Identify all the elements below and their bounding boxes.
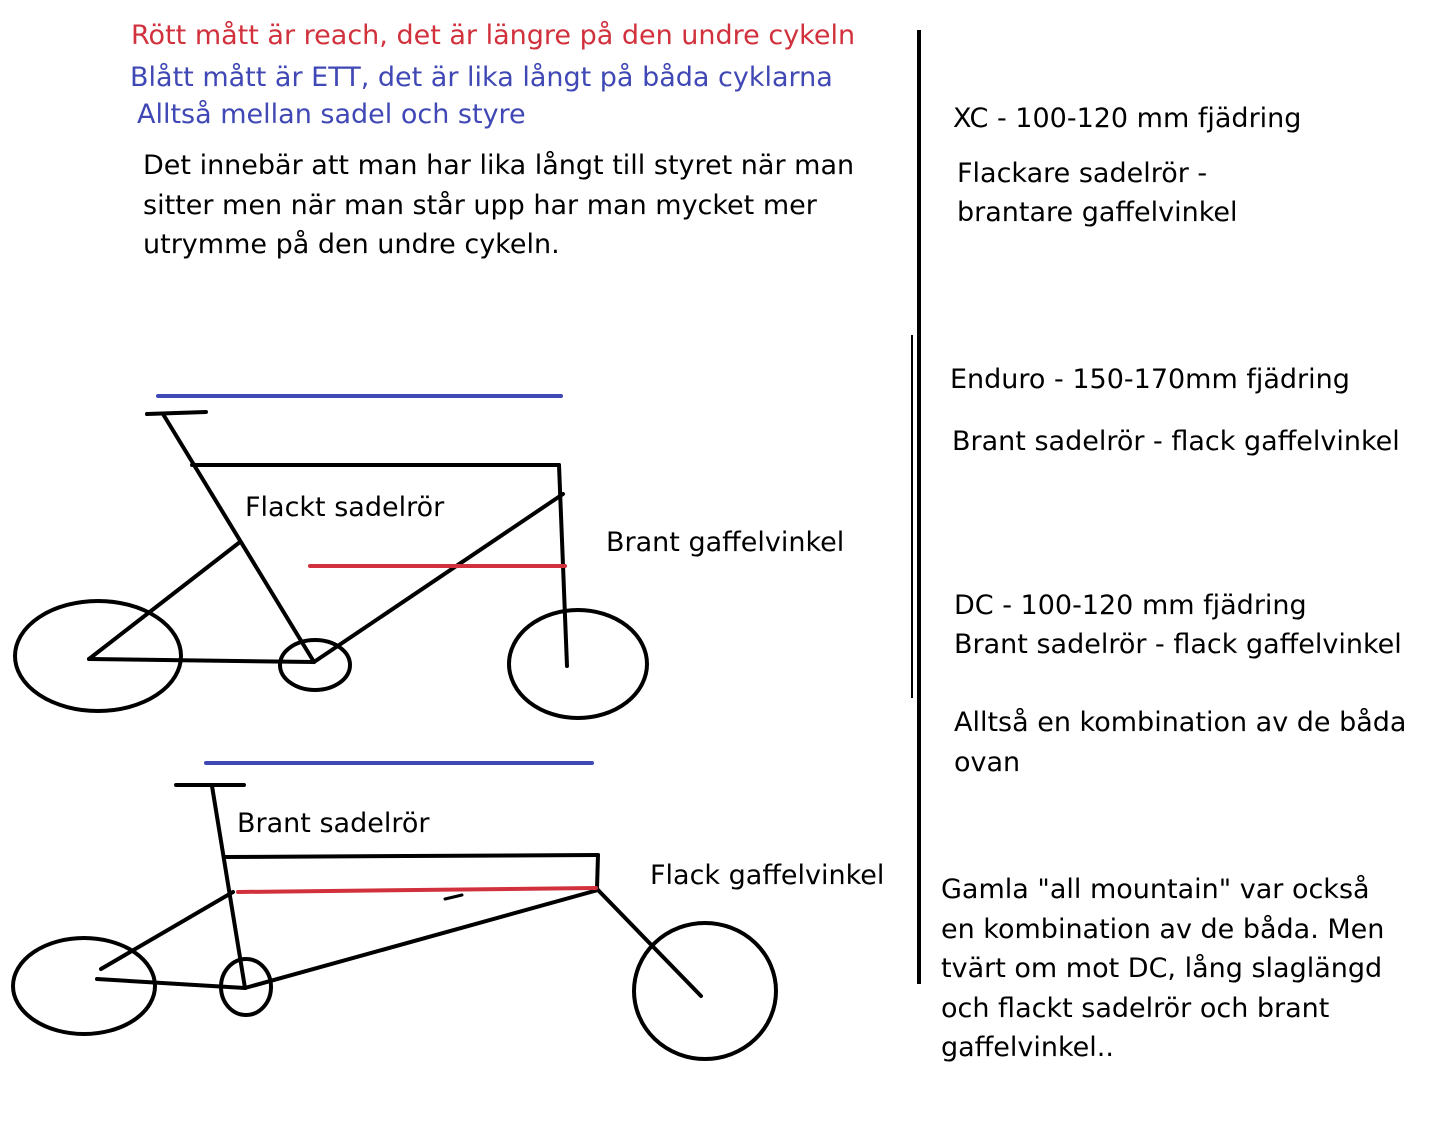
reach-note: Rött mått är reach, det är längre på den undre cykeln xyxy=(131,20,856,51)
explanation-paragraph: Det innebär att man har lika långt till styret när man sitter men när man står upp har man mycket mer utrymme på den undre cykeln. xyxy=(143,150,855,260)
bottom-bike-tick-mark xyxy=(445,895,462,899)
top-bike-seat-tube xyxy=(163,414,314,662)
bottom-bike-rear-wheel xyxy=(13,938,155,1034)
top-bike-saddle xyxy=(147,412,206,414)
ett-note-detail: Alltså mellan sadel och styre xyxy=(137,99,526,130)
top-bike-front-wheel xyxy=(509,610,647,718)
bottom-bike-front-wheel xyxy=(634,923,776,1059)
top-bike-rear-wheel xyxy=(15,601,181,711)
bottom-bike-top-tube xyxy=(225,855,598,857)
ett-note: Blått mått är ETT, det är lika långt på båda cyklarna xyxy=(130,62,833,93)
top-bike-seat-tube-label: Flackt sadelrör xyxy=(245,492,445,523)
xc-desc-line-2: brantare gaffelvinkel xyxy=(957,197,1238,228)
xc-desc-line-1: Flackare sadelrör - xyxy=(957,158,1208,189)
bottom-bike-seat-stay xyxy=(101,892,233,969)
dc-title: DC - 100-120 mm fjädring xyxy=(954,590,1307,621)
top-bike-crank xyxy=(280,640,350,690)
bottom-bike-fork xyxy=(598,890,701,996)
top-bike-down-tube xyxy=(314,494,563,662)
enduro-title: Enduro - 150-170mm fjädring xyxy=(950,364,1350,395)
top-bike-fork-label: Brant gaffelvinkel xyxy=(606,527,845,558)
bottom-bike xyxy=(13,763,776,1059)
bottom-bike-head-tube xyxy=(597,855,598,888)
dc-desc: Brant sadelrör - flack gaffelvinkel xyxy=(954,629,1402,660)
bottom-bike-seat-tube-label: Brant sadelrör xyxy=(237,808,430,839)
top-bike xyxy=(15,396,647,718)
enduro-desc: Brant sadelrör - flack gaffelvinkel xyxy=(952,426,1400,457)
bottom-bike-down-tube xyxy=(245,890,598,988)
dc-note: Alltså en kombination av de båda ovan xyxy=(954,707,1407,778)
all-mountain-note: Gamla "all mountain" var också en kombination av de båda. Men tvärt om mot DC, lång slaglängd och flackt sadelrör och brant gaffelvinkel.. xyxy=(941,874,1385,1063)
bottom-bike-fork-label: Flack gaffelvinkel xyxy=(650,860,885,891)
bottom-bike-reach-line xyxy=(238,888,596,892)
xc-title: XC - 100-120 mm fjädring xyxy=(953,103,1302,134)
